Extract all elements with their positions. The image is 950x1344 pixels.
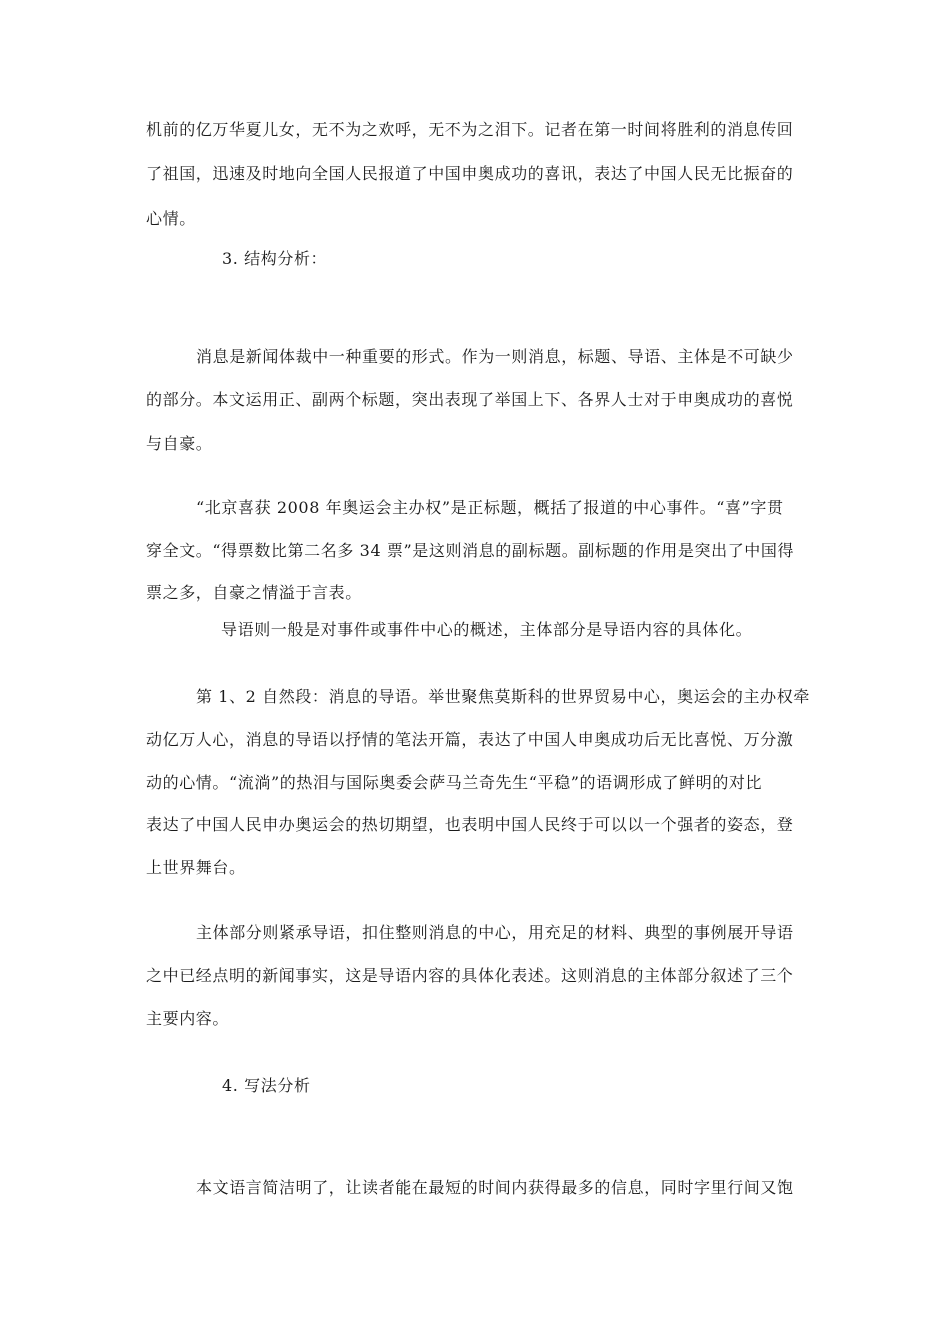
paragraph-line: 消息是新闻体裁中一种重要的形式。作为一则消息，标题、导语、主体是不可缺少 (196, 347, 794, 366)
paragraph-line: 机前的亿万华夏儿女，无不为之欢呼，无不为之泪下。记者在第一时间将胜利的消息传回 (146, 120, 794, 139)
paragraph-line: 穿全文。“得票数比第二名多 34 票”是这则消息的副标题。副标题的作用是突出了中国得 (146, 541, 795, 560)
paragraph-line: “北京喜获 2008 年奥运会主办权”是正标题，概括了报道的中心事件。“喜”字贯 (196, 498, 784, 517)
paragraph-line: 本文语言简洁明了，让读者能在最短的时间内获得最多的信息，同时字里行间又饱 (196, 1178, 794, 1197)
paragraph-line: 动亿万人心，消息的导语以抒情的笔法开篇，表达了中国人申奥成功后无比喜悦、万分激 (146, 730, 794, 749)
paragraph-line: 之中已经点明的新闻事实，这是导语内容的具体化表述。这则消息的主体部分叙述了三个 (146, 966, 794, 985)
paragraph-line: 第 1、2 自然段：消息的导语。举世聚焦莫斯科的世界贸易中心，奥运会的主办权牵 (196, 687, 810, 706)
paragraph-line: 上世界舞台。 (146, 858, 246, 877)
paragraph-line: 票之多，自豪之情溢于言表。 (146, 583, 362, 602)
paragraph-line: 表达了中国人民申办奥运会的热切期望，也表明中国人民终于可以以一个强者的姿态，登 (146, 815, 794, 834)
paragraph-line: 主体部分则紧承导语，扣住整则消息的中心，用充足的材料、典型的事例展开导语 (196, 923, 794, 942)
section-heading-writing: 4. 写法分析 (222, 1076, 311, 1095)
paragraph-line: 动的心情。“流淌”的热泪与国际奥委会萨马兰奇先生“平稳”的语调形成了鲜明的对比 (146, 773, 763, 792)
paragraph-line: 导语则一般是对事件或事件中心的概述，主体部分是导语内容的具体化。 (221, 620, 753, 639)
paragraph-line: 与自豪。 (146, 434, 213, 453)
paragraph-line: 的部分。本文运用正、副两个标题，突出表现了举国上下、各界人士对于申奥成功的喜悦 (146, 390, 794, 409)
paragraph-line: 了祖国，迅速及时地向全国人民报道了中国申奥成功的喜讯，表达了中国人民无比振奋的 (146, 164, 794, 183)
paragraph-line: 主要内容。 (146, 1009, 230, 1028)
paragraph-line: 心情。 (146, 209, 196, 228)
section-heading-structure: 3. 结构分析： (222, 249, 328, 268)
